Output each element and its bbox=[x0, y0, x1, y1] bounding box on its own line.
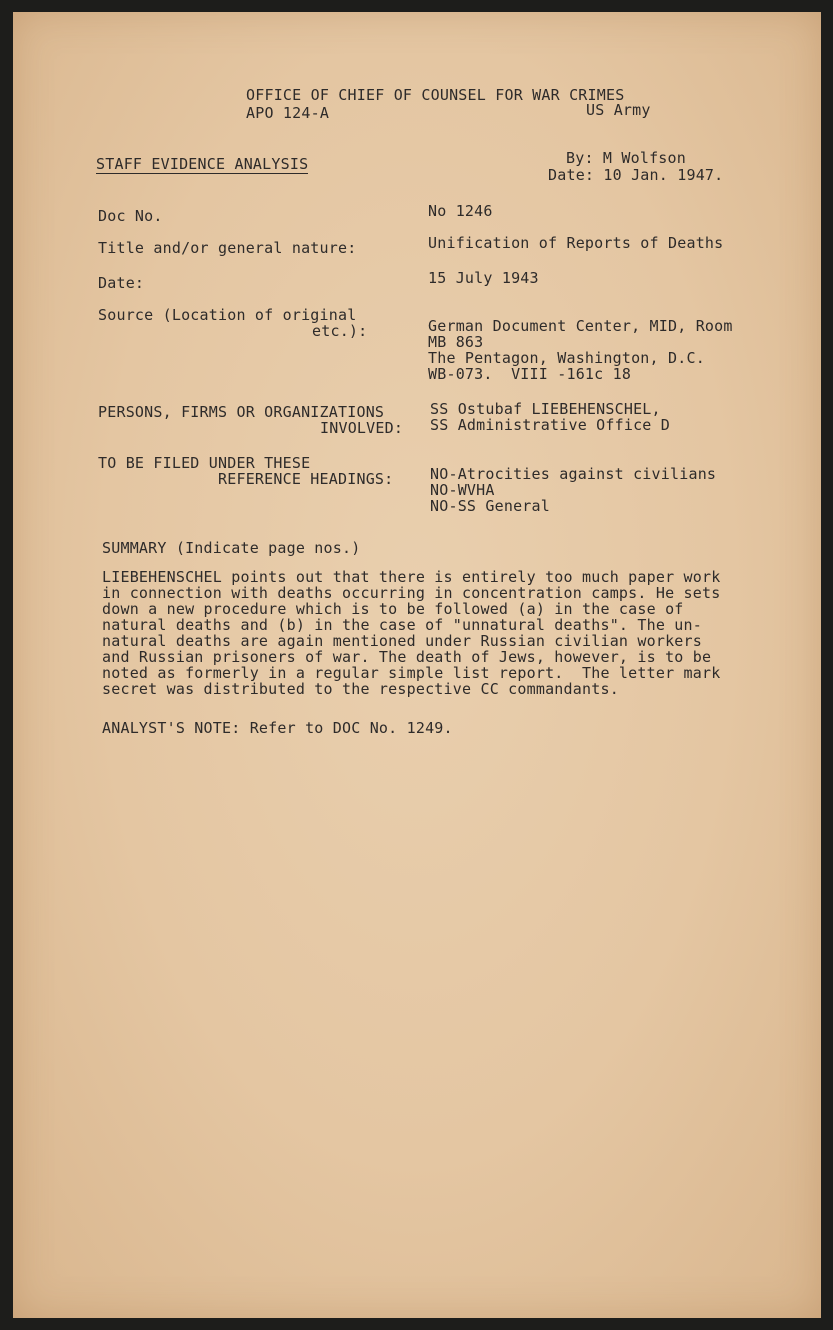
summary-line: and Russian prisoners of war. The death of Jews, however, is to be bbox=[102, 648, 712, 666]
apo-number: APO 124-A bbox=[246, 104, 330, 122]
filed-value-line: NO-WVHA bbox=[430, 481, 495, 499]
source-value-line: German Document Center, MID, Room bbox=[428, 317, 733, 335]
summary-line: in connection with deaths occurring in concentration camps. He sets bbox=[102, 584, 721, 602]
summary-line: natural deaths are again mentioned under Russian civilian workers bbox=[102, 632, 702, 650]
summary-line: natural deaths and (b) in the case of "unnatural deaths". The un- bbox=[102, 616, 702, 634]
doc-no-label: Doc No. bbox=[98, 207, 163, 225]
title-value: Unification of Reports of Deaths bbox=[428, 234, 724, 252]
filed-label-line2: REFERENCE HEADINGS: bbox=[218, 470, 394, 488]
doc-date-label: Date: bbox=[98, 274, 145, 292]
office-title: OFFICE OF CHIEF OF COUNSEL FOR WAR CRIMES bbox=[246, 86, 625, 104]
persons-value-line: SS Ostubaf LIEBEHENSCHEL, bbox=[430, 400, 661, 418]
source-value-line: The Pentagon, Washington, D.C. bbox=[428, 349, 705, 367]
summary-line: secret was distributed to the respective CC commandants. bbox=[102, 680, 619, 698]
source-value-line: MB 863 bbox=[428, 333, 484, 351]
staff-evidence-heading: STAFF EVIDENCE ANALYSIS bbox=[96, 155, 309, 173]
analyst-name: By: M Wolfson bbox=[566, 149, 686, 167]
army-label: US Army bbox=[586, 101, 651, 119]
title-label: Title and/or general nature: bbox=[98, 239, 357, 257]
doc-date-value: 15 July 1943 bbox=[428, 269, 539, 287]
persons-label-line1: PERSONS, FIRMS OR ORGANIZATIONS bbox=[98, 403, 385, 421]
filed-value bbox=[430, 466, 716, 514]
persons-value-line: SS Administrative Office D bbox=[430, 416, 670, 434]
persons-value bbox=[430, 401, 670, 433]
persons-label-line2: INVOLVED: bbox=[320, 419, 404, 437]
filed-value-line: NO-Atrocities against civilians bbox=[430, 465, 717, 483]
filed-value-line: NO-SS General bbox=[430, 497, 550, 515]
filed-label-line1: TO BE FILED UNDER THESE bbox=[98, 454, 311, 472]
summary-heading: SUMMARY (Indicate page nos.) bbox=[102, 539, 361, 557]
source-value bbox=[428, 318, 733, 382]
source-label-line1: Source (Location of original bbox=[98, 306, 357, 324]
analysis-date: Date: 10 Jan. 1947. bbox=[548, 166, 724, 184]
summary-line: noted as formerly in a regular simple list report. The letter mark bbox=[102, 664, 721, 682]
doc-no-value: No 1246 bbox=[428, 202, 493, 220]
analyst-note: ANALYST'S NOTE: Refer to DOC No. 1249. bbox=[102, 719, 453, 737]
summary-line: down a new procedure which is to be followed (a) in the case of bbox=[102, 600, 684, 618]
summary-line: LIEBEHENSCHEL points out that there is entirely too much paper work bbox=[102, 568, 721, 586]
source-value-line: WB-073. VIII -161c 18 bbox=[428, 365, 632, 383]
summary-body bbox=[102, 569, 720, 697]
source-label-line2: etc.): bbox=[312, 322, 368, 340]
